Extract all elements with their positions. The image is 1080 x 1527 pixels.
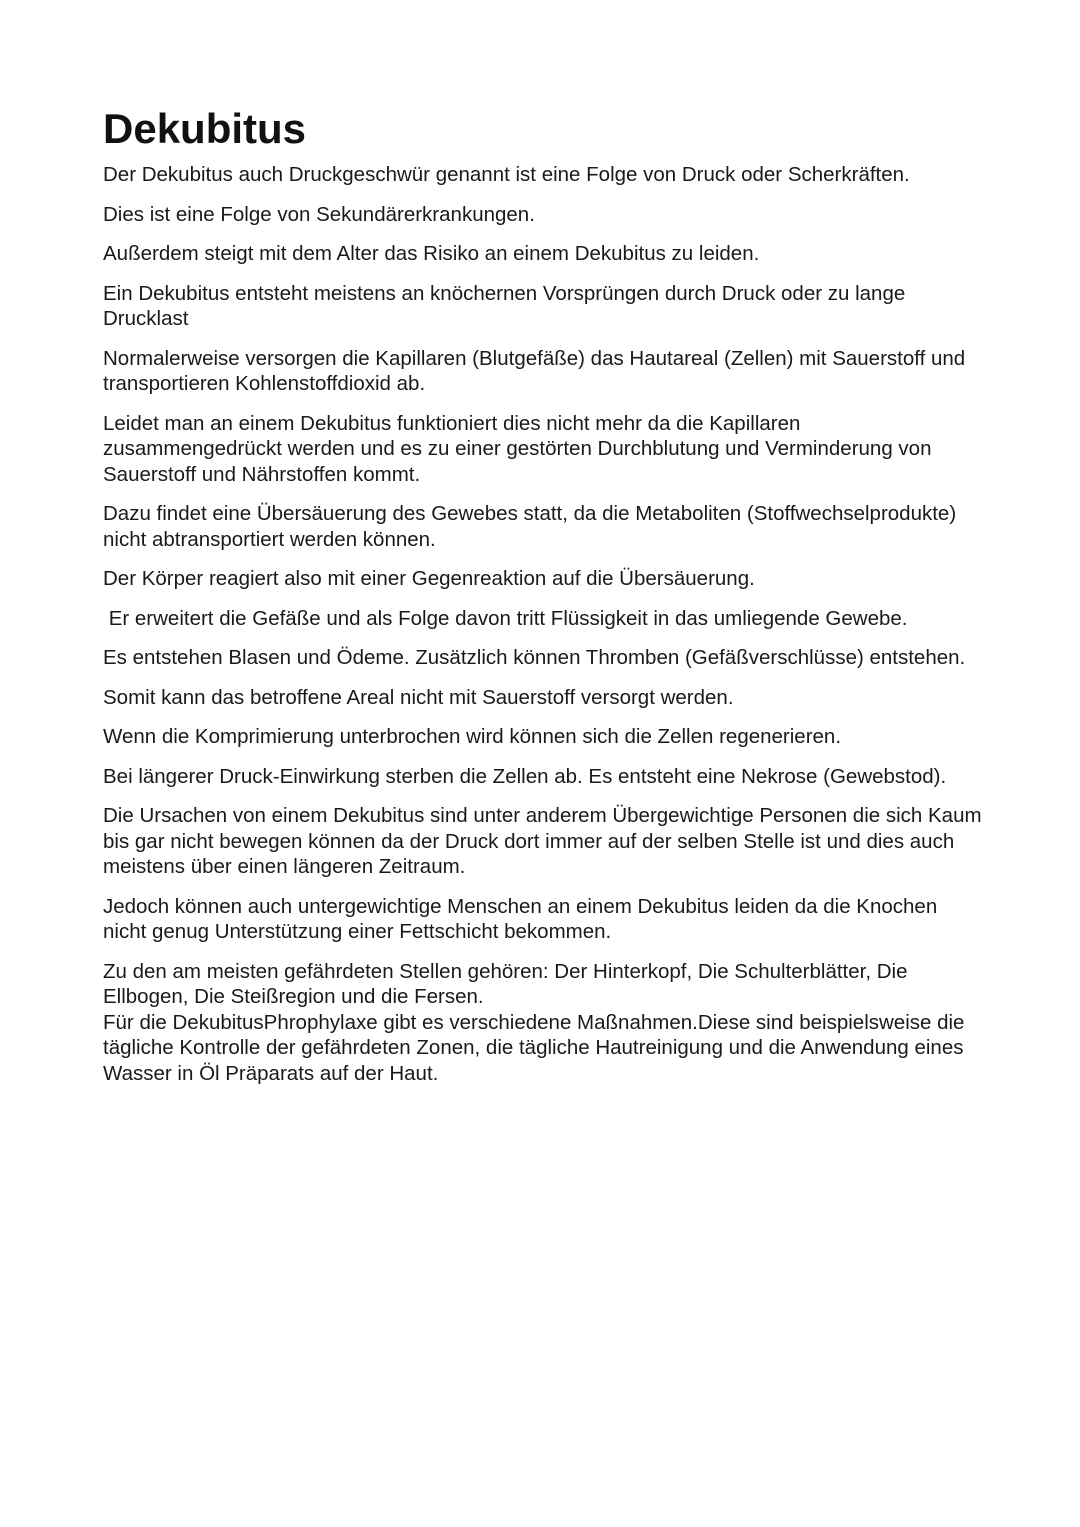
paragraph: Somit kann das betroffene Areal nicht mit Sauerstoff versorgt werden. [103, 685, 734, 709]
document-title: Dekubitus [103, 105, 307, 152]
paragraph: Dazu findet eine Übersäuerung des Gewebes statt, da die Metaboliten (Stoffwechselprodukte) nicht abtransportiert werden können. [103, 502, 962, 551]
paragraph: Der Körper reagiert also mit einer Gegenreaktion auf die Übersäuerung. [103, 567, 755, 590]
paragraph: Es entstehen Blasen und Ödeme. Zusätzlich können Thromben (Gefäßverschlüsse) entstehen. [103, 646, 966, 669]
paragraph: Normalerweise versorgen die Kapillaren (Blutgefäße) das Hautareal (Zellen) mit Sauerstoff und transportieren Kohlenstoffdioxid ab. [103, 346, 971, 395]
paragraph: Ein Dekubitus entsteht meistens an knöchernen Vorsprüngen durch Druck oder zu lange Drucklast [103, 281, 911, 330]
paragraph: Wenn die Komprimierung unterbrochen wird können sich die Zellen regenerieren. [103, 725, 842, 748]
paragraph: Die Ursachen von einem Dekubitus sind unter anderem Übergewichtige Personen die sich Kaum bis gar nicht bewegen können da der Druck dort immer auf der selben Stelle ist und dies auch meistens über einen längeren Zeitraum. [103, 804, 988, 878]
paragraph: Bei längerer Druck-Einwirkung sterben die Zellen ab. Es entsteht eine Nekrose (Gewebstod). [103, 764, 947, 788]
paragraph: Jedoch können auch untergewichtige Menschen an einem Dekubitus leiden da die Knochen nicht genug Unterstützung einer Fettschicht bekommen. [103, 894, 943, 943]
paragraph: Außerdem steigt mit dem Alter das Risiko an einem Dekubitus zu leiden. [103, 242, 760, 265]
paragraph: Er erweitert die Gefäße und als Folge davon tritt Flüssigkeit in das umliegende Gewebe. [103, 606, 908, 630]
paragraph: Leidet man an einem Dekubitus funktioniert dies nicht mehr da die Kapillaren zusammengedrückt werden und es zu einer gestörten Durchblutung und Verminderung von Sauerstoff und Nährstoffen kommt. [103, 411, 938, 486]
paragraph: Für die DekubitusPhrophylaxe gibt es verschiedene Maßnahmen.Diese sind beispielsweise die tägliche Kontrolle der gefährdeten Zonen, die tägliche Hautreinigung und die Anwendung eines Wasser in Öl Präparats auf der Haut. [103, 1010, 971, 1085]
paragraph: Zu den am meisten gefährdeten Stellen gehören: Der Hinterkopf, Die Schulterblätter, Die Ellbogen, Die Steißregion und die Fersen. [103, 959, 914, 1008]
paragraph: Dies ist eine Folge von Sekundärerkrankungen. [103, 202, 535, 226]
paragraph: Der Dekubitus auch Druckgeschwür genannt ist eine Folge von Druck oder Scherkräften. [103, 163, 910, 186]
document-page [103, 104, 988, 1100]
